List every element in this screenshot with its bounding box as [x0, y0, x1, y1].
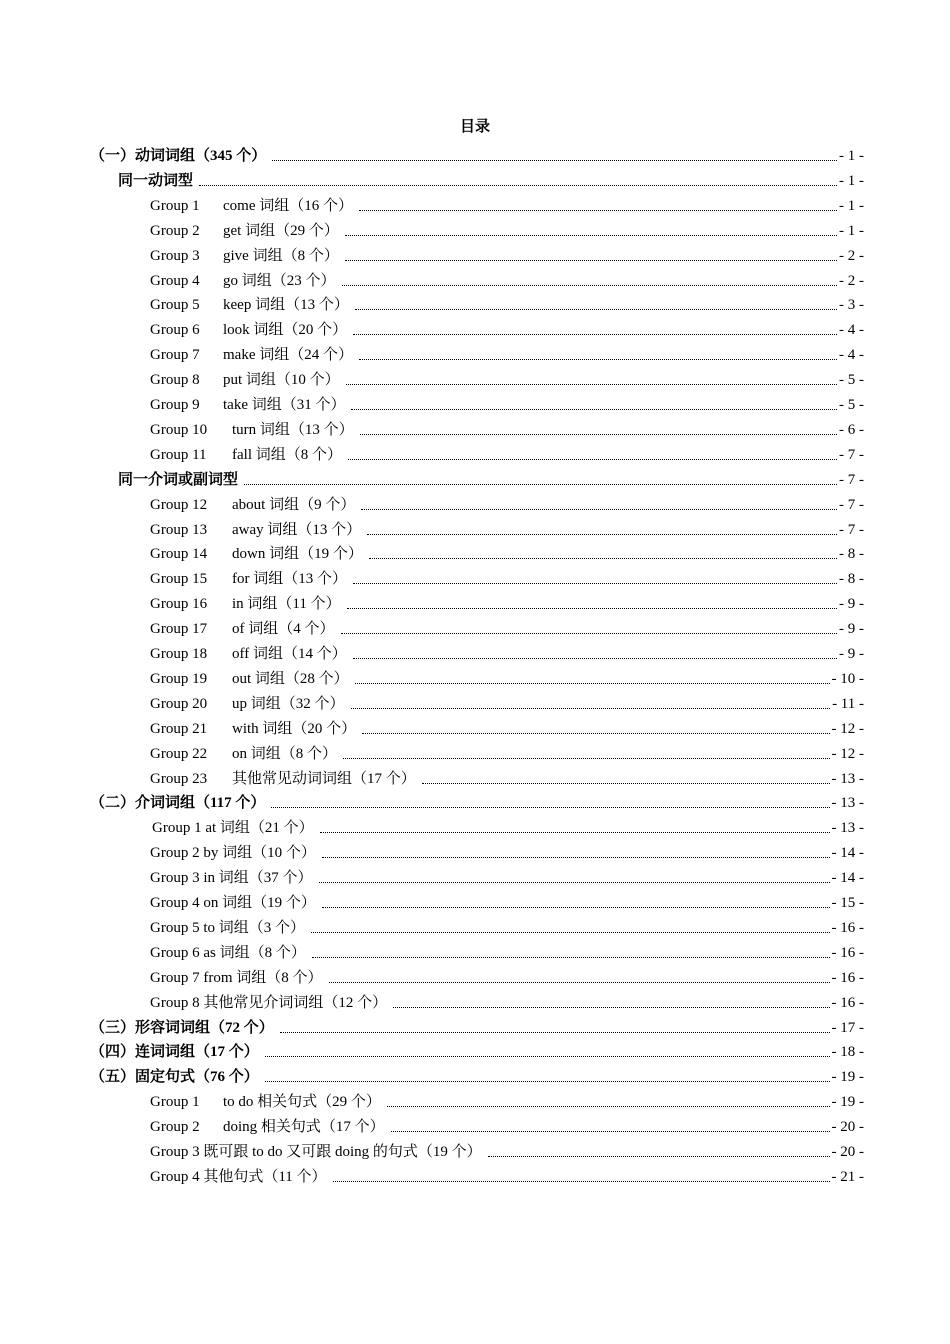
dot-leader [319, 881, 830, 883]
dot-leader [346, 383, 837, 385]
dot-leader [280, 1031, 830, 1033]
toc-entry-text: Group 3 in 词组（37 个） [150, 870, 313, 887]
toc-page-number: - 21 - [831, 1168, 864, 1185]
dot-leader [353, 657, 837, 659]
toc-page-number: - 13 - [831, 795, 864, 812]
toc-page-number: - 9 - [839, 646, 864, 662]
toc-group-number: Group 1 [150, 1094, 200, 1111]
dot-leader [345, 259, 837, 261]
toc-entry[interactable] [150, 440, 864, 465]
toc-group-number: Group 17 [150, 621, 208, 638]
toc-page-number: - 16 - [831, 969, 864, 986]
toc-entry-text: look 词组（20 个） [223, 322, 348, 339]
toc-entry-label [150, 843, 316, 863]
toc-group-number: Group 14 [150, 546, 208, 563]
toc-page-number: - 15 - [831, 895, 864, 911]
toc-entry-label [150, 345, 353, 365]
toc-entry-label [150, 719, 356, 739]
toc-entry[interactable] [90, 1037, 864, 1062]
toc-page-number: - 2 - [839, 247, 864, 264]
toc-entry-label [150, 868, 313, 888]
toc-entry[interactable] [150, 266, 864, 291]
toc-group-number: Group 22 [150, 745, 208, 762]
toc-entry-label [150, 769, 416, 789]
toc-entry-label [150, 395, 345, 415]
toc-entry[interactable] [150, 913, 864, 938]
dot-leader [359, 358, 837, 360]
toc-entry-label [150, 320, 347, 340]
toc-entry-text: Group 7 from 词组（8 个） [150, 969, 323, 986]
toc-entry-label [150, 569, 347, 589]
toc-page-number: - 7 - [839, 446, 864, 463]
toc-page-number: - 20 - [831, 1144, 864, 1160]
toc-entry[interactable] [150, 614, 864, 639]
toc-page-number: - 4 - [839, 322, 864, 339]
dot-leader [265, 1080, 830, 1082]
dot-leader [359, 209, 837, 211]
toc-entry-text: （一）动词词组（345 个） [90, 148, 267, 164]
toc-page-number: - 1 - [839, 197, 864, 214]
toc-entry[interactable] [150, 589, 864, 614]
toc-entry-label [150, 918, 305, 938]
toc-entry[interactable] [90, 141, 864, 166]
dot-leader [367, 533, 837, 535]
toc-entry-text: put 词组（10 个） [223, 372, 340, 389]
toc-entry-text: keep 词组（13 个） [223, 297, 349, 314]
dot-leader [361, 508, 837, 510]
toc-entry-text: up 词组（32 个） [232, 695, 345, 712]
toc-page-number: - 3 - [839, 297, 864, 314]
toc-group-number: Group 20 [150, 695, 208, 712]
toc-entry-text: fall 词组（8 个） [232, 446, 342, 463]
toc-entry[interactable] [150, 564, 864, 589]
toc-entry-text: with 词组（20 个） [232, 720, 357, 737]
dot-leader [355, 308, 837, 310]
toc-page-number: - 1 - [839, 172, 864, 189]
toc-entry[interactable] [150, 988, 864, 1013]
dot-leader [348, 458, 837, 460]
toc-group-number: Group 12 [150, 496, 208, 513]
dot-leader [369, 557, 837, 559]
dot-leader [345, 234, 837, 236]
toc-entry-text: of 词组（4 个） [232, 621, 335, 638]
toc-entry[interactable] [118, 166, 864, 191]
toc-group-number: Group 16 [150, 596, 208, 613]
toc-page-number: - 5 - [839, 372, 864, 389]
dot-leader [351, 707, 831, 709]
dot-leader [341, 632, 838, 634]
toc-entry[interactable] [150, 340, 864, 365]
toc-entry-text: turn 词组（13 个） [232, 421, 354, 438]
toc-entry-text: to do 相关句式（29 个） [223, 1094, 381, 1111]
toc-entry-label [150, 1142, 482, 1162]
toc-entry[interactable] [150, 764, 864, 789]
toc-page-number: - 1 - [839, 222, 864, 239]
toc-entry-label [150, 221, 339, 241]
toc-group-number: Group 7 [150, 347, 200, 364]
dot-leader [312, 956, 830, 958]
toc-page-number: - 7 - [839, 521, 864, 538]
toc-entry[interactable] [150, 664, 864, 689]
toc-entry[interactable] [150, 639, 864, 664]
toc-page-number: - 9 - [839, 621, 864, 638]
toc-entry[interactable] [150, 390, 864, 415]
toc-entry[interactable] [150, 515, 864, 540]
dot-leader [347, 607, 837, 609]
toc-entry-label [150, 893, 316, 913]
toc-page-number: - 11 - [832, 695, 864, 712]
toc-page-number: - 7 - [839, 496, 864, 513]
toc-entry-label [152, 818, 314, 838]
toc-page-number: - 19 - [831, 1094, 864, 1111]
toc-title: 目录 [459, 119, 490, 135]
toc-page-number: - 7 - [839, 471, 864, 488]
toc-entry-label [150, 271, 336, 291]
dot-leader [353, 582, 837, 584]
toc-page-number: - 19 - [831, 1069, 864, 1086]
dot-leader [333, 1180, 830, 1182]
toc-entry[interactable] [150, 838, 864, 863]
toc-entry-label [150, 993, 387, 1013]
toc-entry-label [90, 793, 265, 813]
dot-leader [244, 483, 837, 485]
toc-page-number: - 2 - [839, 272, 864, 289]
toc-page-number: - 8 - [839, 546, 864, 563]
dot-leader [329, 981, 830, 983]
toc-group-number: Group 19 [150, 670, 208, 687]
toc-page-number: - 10 - [831, 670, 864, 687]
dot-leader [272, 159, 837, 161]
toc-entry[interactable] [150, 1162, 864, 1187]
toc-entry[interactable] [118, 465, 864, 490]
toc-entry-text: Group 1 at 词组（21 个） [152, 820, 314, 837]
toc-entry-label [150, 520, 361, 540]
toc-entry[interactable] [150, 938, 864, 963]
toc-page-number: - 14 - [831, 870, 864, 887]
toc-page-number: - 16 - [831, 994, 864, 1011]
toc-entry-text: Group 4 on 词组（19 个） [150, 895, 316, 911]
dot-leader [342, 284, 837, 286]
toc-entry[interactable] [150, 714, 864, 739]
toc-page-number: - 16 - [831, 919, 864, 936]
toc-entry-text: Group 5 to 词组（3 个） [150, 919, 305, 936]
toc-group-number: Group 13 [150, 521, 208, 538]
toc-group-number: Group 18 [150, 646, 208, 662]
toc-page-number: - 12 - [831, 745, 864, 762]
dot-leader [422, 782, 830, 784]
toc-entry-text: make 词组（24 个） [223, 347, 353, 364]
toc-entry[interactable] [152, 813, 864, 838]
toc-entry-label [150, 968, 323, 988]
toc-group-number: Group 6 [150, 322, 200, 339]
dot-leader [351, 408, 837, 410]
toc-entry[interactable] [150, 963, 864, 988]
toc-entry-text: Group 8 其他常见介词词组（12 个） [150, 994, 388, 1011]
toc-entry[interactable] [150, 241, 864, 266]
dot-leader [320, 831, 830, 833]
toc-entry-text: （三）形容词词组（72 个） [90, 1019, 274, 1036]
dot-leader [488, 1155, 830, 1157]
toc-entry-text: for 词组（13 个） [232, 571, 347, 588]
toc-entry-label [150, 544, 363, 564]
toc-entry-text: 同一介词或副词型 [118, 471, 239, 488]
toc-entry-label [90, 1018, 274, 1038]
toc-entry-label [150, 246, 339, 266]
toc-entry-label [150, 943, 306, 963]
toc-group-number: Group 9 [150, 397, 200, 413]
toc-group-number: Group 5 [150, 297, 200, 314]
toc-entry[interactable] [90, 1062, 864, 1087]
toc-entry-text: Group 4 其他句式（11 个） [150, 1168, 327, 1185]
toc-entry-label [150, 1117, 385, 1137]
toc-page-number: - 13 - [831, 820, 864, 837]
toc-group-number: Group 2 [150, 222, 200, 239]
toc-group-number: Group 3 [150, 247, 200, 264]
toc-entry-label [150, 495, 355, 515]
toc-page-number: - 20 - [831, 1119, 864, 1136]
toc-group-number: Group 4 [150, 272, 200, 289]
toc-group-number: Group 1 [150, 197, 200, 214]
toc-entry-label [150, 1092, 381, 1112]
toc-entry-label [90, 1042, 259, 1062]
dot-leader [393, 1006, 829, 1008]
toc-entry-text: give 词组（8 个） [223, 247, 339, 264]
toc-entry-label [150, 196, 353, 216]
toc-entry-text: take 词组（31 个） [223, 397, 346, 413]
toc-entry-label [150, 420, 354, 440]
toc-entry[interactable] [150, 863, 864, 888]
toc-entry-label [150, 370, 340, 390]
toc-group-number: Group 8 [150, 372, 200, 389]
toc-entry[interactable] [90, 788, 864, 813]
toc-entry-label [150, 445, 342, 465]
dot-leader [311, 931, 830, 933]
toc-entry-label [150, 1167, 327, 1187]
toc-entry[interactable] [150, 490, 864, 515]
toc-entry-text: go 词组（23 个） [223, 272, 336, 289]
toc-entry[interactable] [150, 689, 864, 714]
dot-leader [360, 433, 837, 435]
toc-entry-text: in 词组（11 个） [232, 596, 341, 613]
dot-leader [362, 732, 829, 734]
dot-leader [271, 806, 829, 808]
toc-entry[interactable] [150, 415, 864, 440]
toc-entry-label [90, 1067, 259, 1087]
toc-entry-text: about 词组（9 个） [232, 496, 356, 513]
toc-entry-text: off 词组（14 个） [232, 646, 347, 662]
toc-page-number: - 9 - [839, 596, 864, 613]
dot-leader [387, 1105, 830, 1107]
toc-entry-text: 同一动词型 [118, 172, 194, 189]
toc-entry-text: （二）介词词组（117 个） [90, 795, 266, 812]
toc-page-number: - 6 - [839, 421, 864, 438]
dot-leader [322, 906, 830, 908]
toc-page-number: - 18 - [831, 1044, 864, 1061]
toc-entry-text: on 词组（8 个） [232, 745, 338, 762]
toc-entry[interactable] [150, 1137, 864, 1162]
dot-leader [265, 1055, 830, 1057]
toc-entry[interactable] [150, 1087, 864, 1112]
toc-entry-text: Group 2 by 词组（10 个） [150, 845, 316, 862]
toc-entry-text: doing 相关句式（17 个） [223, 1119, 385, 1136]
toc-page-number: - 12 - [831, 720, 864, 737]
toc-page-number: - 4 - [839, 347, 864, 364]
toc-entry[interactable] [150, 1112, 864, 1137]
toc-entry[interactable] [150, 739, 864, 764]
toc-entry[interactable] [90, 1013, 864, 1038]
dot-leader [391, 1130, 830, 1132]
dot-leader [199, 184, 837, 186]
toc-group-number: Group 10 [150, 421, 208, 438]
toc-entry-text: （五）固定句式（76 个） [90, 1069, 259, 1086]
toc-entry-text: 其他常见动词词组（17 个） [232, 770, 416, 787]
toc-page-number: - 5 - [839, 397, 864, 413]
dot-leader [355, 682, 830, 684]
toc-entry-text: away 词组（13 个） [232, 521, 362, 538]
toc-page-number: - 14 - [831, 845, 864, 862]
toc-entry[interactable] [150, 191, 864, 216]
toc-entry[interactable] [150, 888, 864, 913]
dot-leader [343, 757, 829, 759]
toc-entry-text: （四）连词词组（17 个） [90, 1044, 259, 1061]
toc-entry-text: get 词组（29 个） [223, 222, 339, 239]
toc-group-number: Group 11 [150, 446, 207, 463]
toc-entry-label [150, 295, 349, 315]
toc-entry-text: Group 3 既可跟 to do 又可跟 doing 的句式（19 个） [150, 1144, 482, 1160]
toc-entry[interactable] [150, 365, 864, 390]
toc-entry-label [118, 470, 238, 490]
toc-page-number: - 1 - [839, 148, 864, 164]
toc-page-number: - 17 - [831, 1019, 864, 1036]
toc-entry[interactable] [150, 290, 864, 315]
toc-entry-label [150, 594, 341, 614]
toc-entry-label [150, 644, 347, 664]
toc-entry-text: come 词组（16 个） [223, 197, 353, 214]
toc-entry-label [150, 669, 349, 689]
toc-group-number: Group 21 [150, 720, 208, 737]
toc-entry-label [90, 146, 266, 166]
toc-group-number: Group 2 [150, 1119, 200, 1136]
toc-entry-text: Group 6 as 词组（8 个） [150, 944, 306, 961]
dot-leader [322, 856, 830, 858]
toc-entry-text: out 词组（28 个） [232, 670, 349, 687]
toc-page-number: - 8 - [839, 571, 864, 588]
toc-entry[interactable] [150, 315, 864, 340]
toc-entry[interactable] [150, 216, 864, 241]
toc-entry-label [150, 744, 337, 764]
toc-entry-label [150, 694, 345, 714]
toc-page-number: - 13 - [831, 770, 864, 787]
toc-page-number: - 16 - [831, 944, 864, 961]
toc-entry-label [150, 619, 335, 639]
toc-group-number: Group 15 [150, 571, 208, 588]
toc-entry[interactable] [150, 539, 864, 564]
toc-entry-text: down 词组（19 个） [232, 546, 363, 563]
toc-entry-label [118, 171, 193, 191]
dot-leader [353, 333, 837, 335]
toc-group-number: Group 23 [150, 770, 208, 787]
